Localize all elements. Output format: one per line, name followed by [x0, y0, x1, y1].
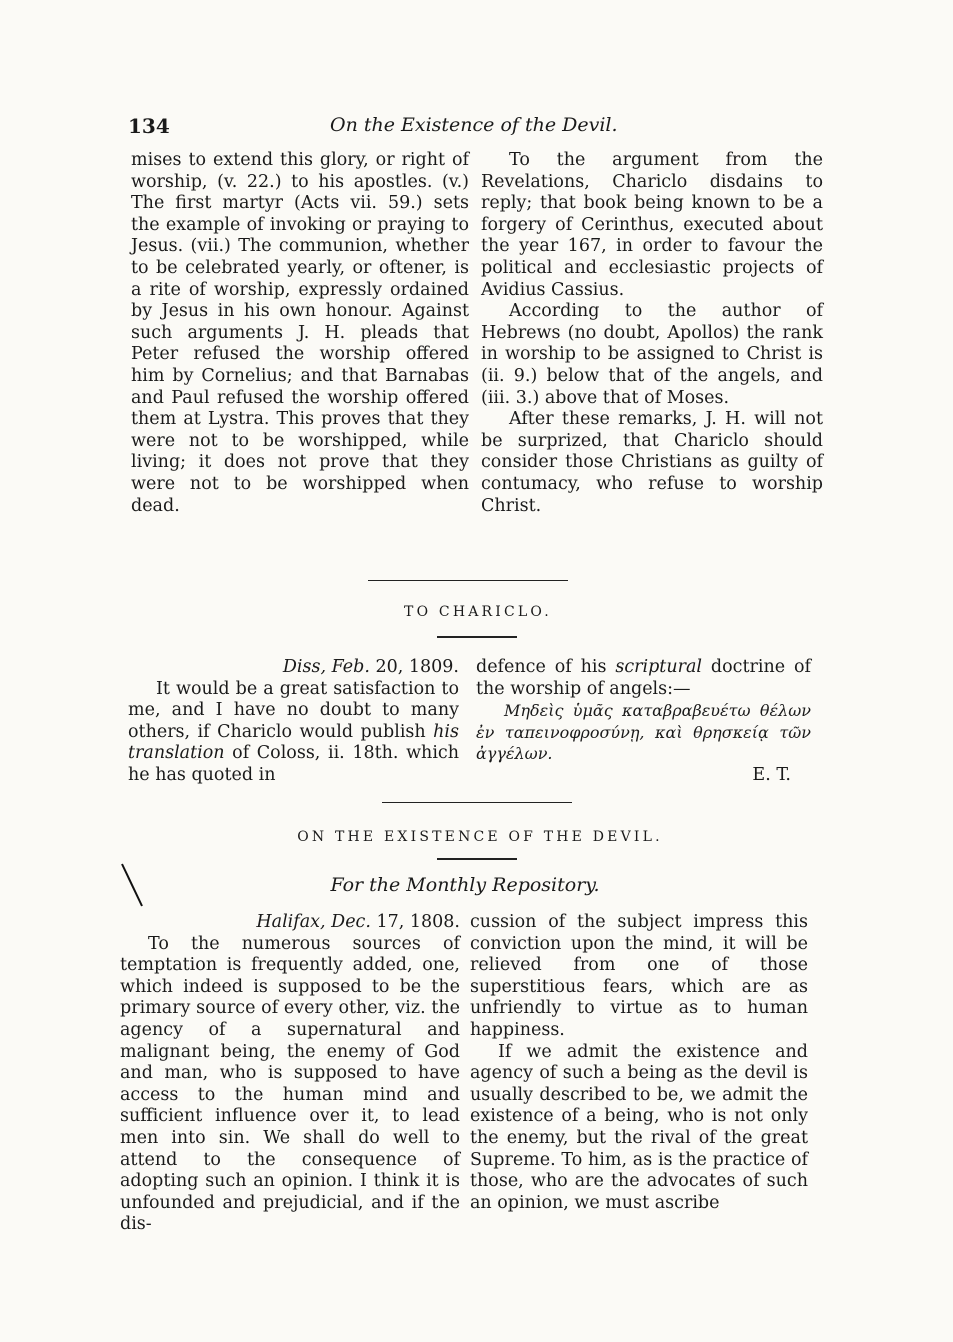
paragraph: To the numerous sources of temptation is frequently added, one, which indeed is supposed to be the primary source of every other, viz. the agency of a supernatural and malignant being, the enemy of God and man, who is supposed to have access to the human mind and sufficient influence over it, to lead men into sin. We shall do well to attend to the consequence of adopting such an opinion. I think it is unfounded and prejudicial, and if the dis- [120, 933, 460, 1235]
text: It would be a great satisfaction to me, and I have no doubt to many others, if Chariclo would publish [128, 678, 459, 742]
section-divider [382, 802, 572, 803]
first-article-left-column [131, 150, 469, 517]
dateline-date: 17, 1808. [376, 912, 460, 932]
text: doctrine of the worship of angels:— [476, 657, 811, 699]
emphasis: scriptural [615, 657, 703, 677]
signature: E. T. [752, 764, 791, 785]
heading-underline [437, 858, 517, 860]
paragraph: To the argument from the Revelations, Chariclo disdains to reply; that book being known to be a forgery of Cerinthus, executed about the year 167, in order to favour the political and ecclesiastic projects of Avidius Cassius. [481, 150, 823, 300]
section-divider [368, 580, 568, 581]
letter-right-column [476, 657, 811, 787]
greek-quote: Μηδεὶς ὑμᾶς καταβραβευέτω θέλων ἐν ταπεινοφροσύνῃ, καὶ θρησκείᾳ τῶν ἀγγέλων. [476, 701, 811, 764]
article-right-column [470, 912, 808, 1214]
letter-left-column [128, 657, 459, 787]
dateline [120, 912, 460, 934]
article-subtitle: For the Monthly Repository. [330, 874, 600, 896]
text: defence of his [476, 657, 607, 677]
dateline-place: Diss, Feb. [282, 657, 370, 677]
text: of Coloss, ii. 18th. which he has quoted in [128, 743, 459, 785]
article-left-column [120, 912, 460, 1236]
pen-mark [118, 860, 148, 912]
emphasis: his translation [128, 721, 459, 764]
paragraph [476, 657, 811, 700]
first-article-right-column [481, 150, 823, 517]
dateline-date: 20, 1809. [375, 657, 459, 677]
letter-heading: TO CHARICLO. [404, 604, 552, 620]
page-number: 134 [128, 114, 170, 138]
article-heading: ON THE EXISTENCE OF THE DEVIL. [297, 829, 663, 845]
heading-underline [437, 636, 517, 638]
paragraph: mises to extend this glory, or right of worship, (v. 22.) to his apostles. (v.) The first martyr (Acts vii. 59.) sets the example of invoking or praying to Jesus. (vii.) The communion, whether to be celebrated yearly, or oftener, is a rite of worship, expressly ordained by Jesus in his own honour. Against such arguments J. H. pleads that Peter refused the worship offered him by Cornelius; and that Barnabas and Paul refused the worship offered them at Lystra. This proves that they were not to be worshipped, while living; it does not prove that they were not to be worshipped when dead. [131, 150, 469, 516]
dateline-place: Halifax, Dec. [256, 912, 371, 932]
dateline [128, 657, 459, 679]
paragraph: After these remarks, J. H. will not be surprized, that Chariclo should consider those Christians as guilty of contumacy, who refuse to worship Christ. [481, 409, 823, 516]
paragraph: According to the author of Hebrews (no doubt, Apollos) the rank in worship to be assigned to Christ is (ii. 9.) below that of the angels, and (iii. 3.) above that of Moses. [481, 301, 823, 408]
paragraph: If we admit the existence and agency of such a being as the devil is usually described to be, we admit the existence of a being, who is not only the enemy, but the rival of the great Supreme. To him, as is the practice of those, who are the advocates of such an opinion, we must ascribe [470, 1041, 808, 1213]
running-head: On the Existence of the Devil. [330, 114, 618, 136]
paragraph [128, 679, 459, 787]
paragraph: cussion of the subject impress this conviction upon the mind, it will be relieved from one of those superstitious fears, which are as unfriendly to virtue as to human happiness. [470, 912, 808, 1040]
